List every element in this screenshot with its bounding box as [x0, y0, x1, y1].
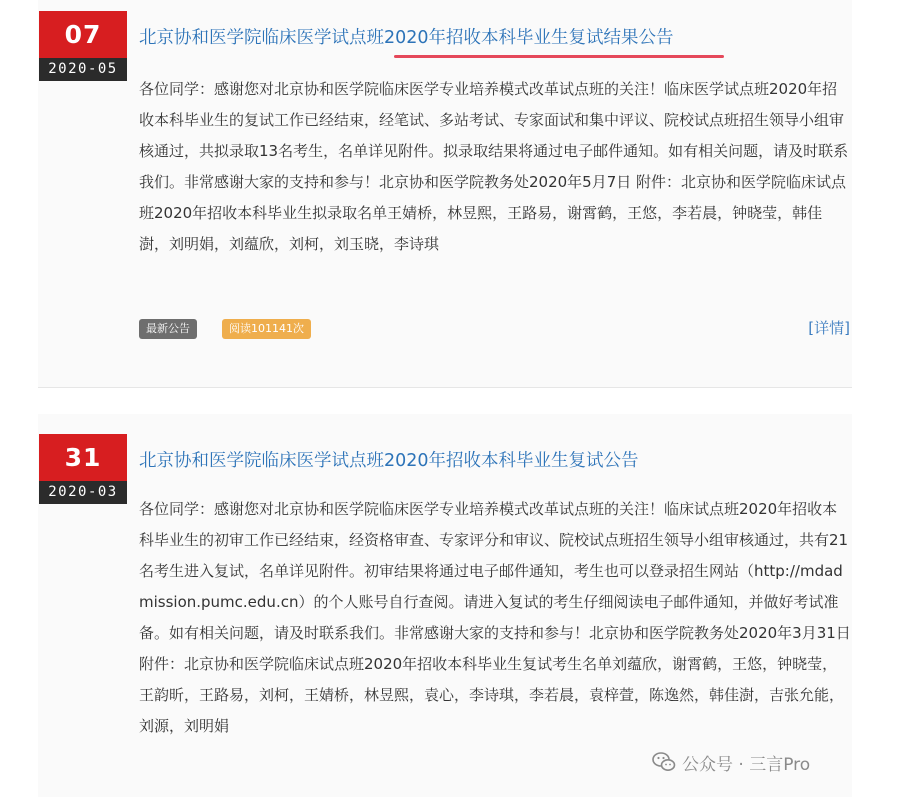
read-count-tag: 阅读101141次	[222, 319, 311, 339]
highlight-underline	[394, 55, 724, 58]
date-year-month: 2020-03	[39, 481, 127, 504]
date-year-month: 2020-05	[39, 58, 127, 81]
announcement-title-link[interactable]: 北京协和医学院临床医学试点班2020年招收本科毕业生复试公告	[139, 451, 639, 471]
wechat-watermark	[652, 750, 810, 774]
watermark-text: 公众号 · 三言Pro	[682, 754, 811, 775]
card-divider	[38, 387, 852, 388]
category-tag[interactable]: 最新公告	[139, 319, 197, 339]
details-link[interactable]: [详情]	[808, 319, 850, 337]
announcement-title-link[interactable]: 北京协和医学院临床医学试点班2020年招收本科毕业生复试结果公告	[139, 28, 674, 48]
announcement-body: 各位同学：感谢您对北京协和医学院临床医学专业培养模式改革试点班的关注！临床医学试点班2020年招收本科毕业生的复试工作已经结束，经笔试、多站考试、专家面试和集中评议、院校试点班招生领导小组审核通过，共拟录取13名考生，名单详见附件。拟录取结果将通过电子邮件通知。如有相关问题，请及时联系我们。非常感谢大家的支持和参与！北京协和医学院教务处2020年5月7日 附件：北京协和医学院临床试点班2020年招收本科毕业生拟录取名单王婧桥，林昱熙，王路易，谢霄鹤，王悠，李若晨，钟晓莹，韩佳澍，刘明娟，刘蕴欣，刘柯，刘玉晓，李诗琪	[139, 80, 849, 253]
date-badge	[39, 11, 127, 81]
date-day: 07	[39, 11, 127, 58]
date-badge	[39, 434, 127, 504]
announcement-body: 各位同学：感谢您对北京协和医学院临床医学专业培养模式改革试点班的关注！临床试点班2020年招收本科毕业生的初审工作已经结束，经资格审查、专家评分和审议、院校试点班招生领导小组审核通过，共有21名考生进入复试，名单详见附件。初审结果将通过电子邮件通知，考生也可以登录招生网站（http://mdadmission.pumc.edu.cn）的个人账号自行查阅。请进入复试的考生仔细阅读电子邮件通知，并做好考试准备。如有相关问题，请及时联系我们。非常感谢大家的支持和参与！北京协和医学院教务处2020年3月31日 附件：北京协和医学院临床试点班2020年招收本科毕业生复试考生名单刘蕴欣，谢霄鹤，王悠，钟晓莹，王韵昕，王路易，刘柯，王婧桥，林昱熙，袁心，李诗琪，李若晨，袁梓萱，陈逸然，韩佳澍，吉张允能，刘源，刘明娟	[139, 500, 851, 735]
date-day: 31	[39, 434, 127, 481]
wechat-icon	[652, 751, 676, 773]
